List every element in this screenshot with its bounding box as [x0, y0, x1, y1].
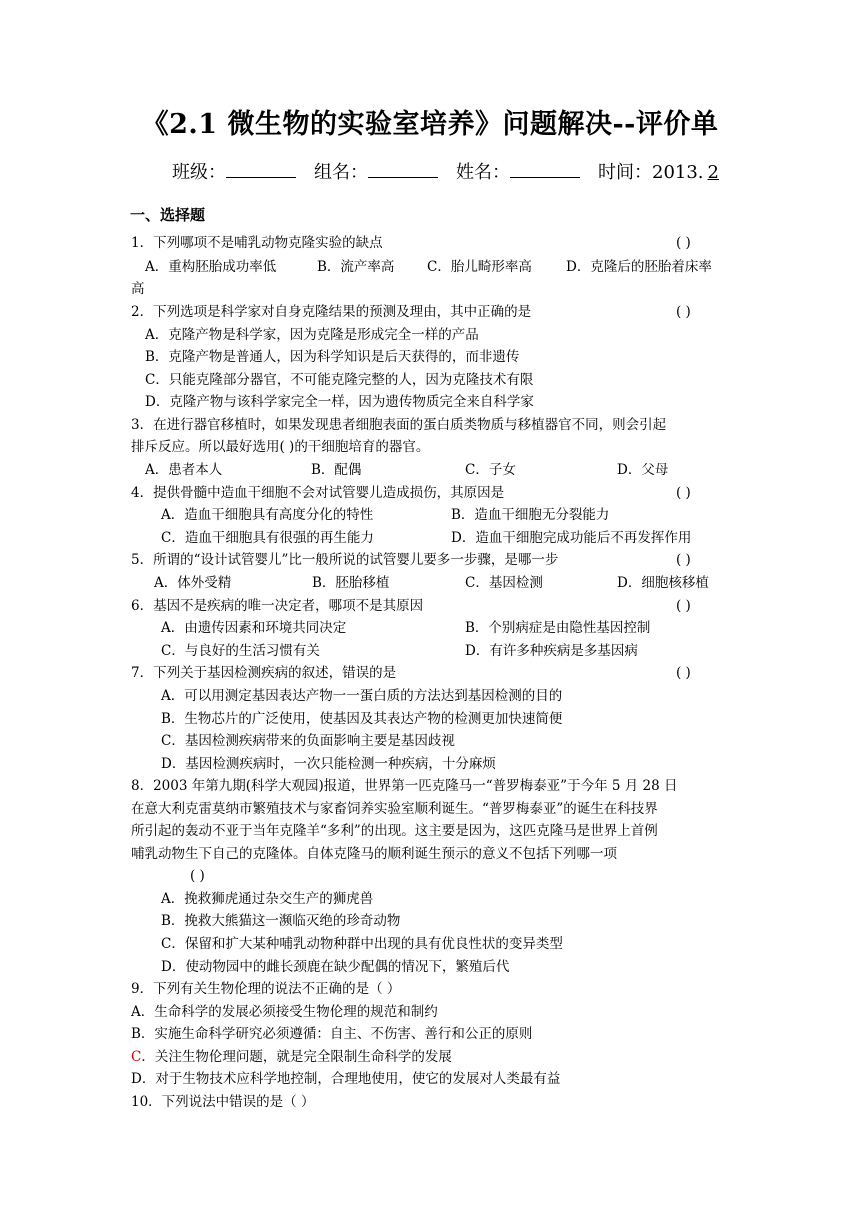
group-blank[interactable] — [368, 159, 438, 178]
q8-answer-paren[interactable]: ( ) — [190, 868, 205, 884]
page-title: 《2.1 微生物的实验室培养》问题解决--评价单 — [141, 109, 719, 140]
q8-option-b: B．挽救大熊猫这一濒临灭绝的珍奇动物 — [161, 913, 401, 929]
q2-option-a: A．克隆产物是科学家，因为克隆是形成完全一样的产品 — [145, 327, 479, 343]
q6-option-d: D．有许多种疾病是多基因病 — [465, 643, 638, 659]
q9-option-c — [131, 1047, 452, 1067]
q4-answer-paren[interactable]: ( ) — [676, 485, 691, 501]
q9-option-b: B．实施生命科学研究必须遵循：自主、不伤害、善行和公正的原则 — [131, 1026, 533, 1042]
q3-option-a: A．患者本人 — [145, 462, 223, 478]
q7-stem: 7．下列关于基因检测疾病的叙述，错误的是 — [131, 665, 397, 681]
q5-option-a: A．体外受精 — [154, 575, 232, 591]
q2-answer-paren[interactable]: ( ) — [676, 304, 691, 320]
q5-option-c: C．基因检测 — [465, 575, 543, 591]
q5-option-b: B．胚胎移植 — [312, 575, 390, 591]
q9-stem: 9．下列有关生物伦理的说法不正确的是（ ） — [131, 981, 401, 997]
q6-option-c: C．与良好的生活习惯有关 — [161, 643, 320, 659]
q7-answer-paren[interactable]: ( ) — [676, 665, 691, 681]
class-blank[interactable] — [226, 159, 296, 178]
q8-stem-line1: 8．2003 年第九期(科学大观园)报道，世界第一匹克隆马一“普罗梅泰亚”于今年 5 月 28 日 — [131, 778, 678, 794]
q8-stem-line3: 所引起的轰动不亚于当年克隆羊“多利”的出现。这主要是因为，这匹克隆马是世界上首例 — [131, 823, 658, 839]
section-title: 一、选择题 — [130, 206, 206, 224]
q6-option-b: B．个别病症是由隐性基因控制 — [465, 620, 651, 636]
q10-stem: 10．下列说法中错误的是（ ） — [131, 1094, 315, 1110]
q3-option-b: B．配偶 — [311, 462, 362, 478]
q4-option-c: C．造血干细胞具有很强的再生能力 — [161, 530, 374, 546]
q4-option-d: D．造血干细胞完成功能后不再发挥作用 — [451, 530, 692, 546]
q9-option-d: D．对于生物技术应科学地控制，合理地使用，使它的发展对人类最有益 — [131, 1071, 561, 1087]
q8-stem-line2: 在意大利克雷莫纳市繁殖技术与家畜饲养实验室顺利诞生。“普罗梅泰亚”的诞生在科技界 — [131, 801, 658, 817]
q9-option-c-text: ．关注生物伦理问题，就是完全限制生命科学的发展 — [141, 1049, 452, 1065]
q8-option-c: C．保留和扩大某种哺乳动物种群中出现的具有优良性状的变异类型 — [161, 936, 563, 952]
name-blank[interactable] — [510, 159, 580, 178]
time-label: 时间：2013. — [598, 162, 704, 183]
student-info-line — [172, 158, 723, 184]
q3-option-c: C．子女 — [465, 462, 516, 478]
q2-stem: 2．下列选项是科学家对自身克隆结果的预测及理由，其中正确的是 — [131, 304, 532, 320]
q4-option-a: A．造血干细胞具有高度分化的特性 — [161, 507, 374, 523]
q8-stem-line4: 哺乳动物生下自己的克隆体。自体克隆马的顺利诞生预示的意义不包括下列哪一项 — [131, 846, 617, 862]
q3-stem-line2: 排斥反应。所以最好选用( )的干细胞培育的器官。 — [131, 439, 430, 455]
q4-option-b: B．造血干细胞无分裂能力 — [451, 507, 610, 523]
q4-stem: 4．提供骨髓中造血干细胞不会对试管婴儿造成损伤，其原因是 — [131, 485, 505, 501]
q2-option-c: C．只能克隆部分器官，不可能克隆完整的人，因为克隆技术有限 — [145, 372, 534, 388]
q2-option-d: D．克隆产物与该科学家完全一样，因为遗传物质完全来自科学家 — [145, 394, 534, 410]
q7-option-a: A．可以用测定基因表达产物一一蛋白质的方法达到基因检测的目的 — [161, 688, 563, 704]
q2-option-b: B．克隆产物是普通人，因为科学知识是后天获得的，而非遗传 — [145, 349, 520, 365]
q8-option-d: D．使动物园中的雌长颈鹿在缺少配偶的情况下，繁殖后代 — [161, 959, 510, 975]
q1-option-d: D．克隆后的胚胎着床率 — [566, 259, 712, 275]
class-label: 班级： — [172, 162, 226, 183]
time-value: 2 — [707, 162, 719, 183]
q5-stem: 5．所谓的“设计试管婴儿”比一般所说的试管婴儿要多一步骤，是哪一步 — [131, 552, 559, 568]
q1-stem: 1．下列哪项不是哺乳动物克隆实验的缺点 — [131, 235, 383, 251]
q1-option-d-cont: 高 — [131, 281, 145, 297]
q5-answer-paren[interactable]: ( ) — [676, 552, 691, 568]
q3-stem-line1: 3．在进行器官移植时，如果发现患者细胞表面的蛋白质类物质与移植器官不同，则会引起 — [131, 417, 667, 433]
q6-answer-paren[interactable]: ( ) — [676, 598, 691, 614]
q1-option-b: B．流产率高 — [317, 259, 395, 275]
q1-answer-paren[interactable]: ( ) — [676, 235, 691, 251]
group-label: 组名： — [314, 162, 368, 183]
q7-option-c: C．基因检测疾病带来的负面影响主要是基因歧视 — [161, 733, 455, 749]
name-label: 姓名： — [456, 162, 510, 183]
q9-option-a: A．生命科学的发展必须接受生物伦理的规范和制约 — [131, 1004, 438, 1020]
q3-option-d: D．父母 — [617, 462, 669, 478]
q9-option-c-letter: C — [131, 1049, 142, 1065]
q6-option-a: A．由遗传因素和环境共同决定 — [161, 620, 347, 636]
q8-option-a: A．挽救狮虎通过杂交生产的狮虎兽 — [161, 891, 374, 907]
q7-option-b: B．生物芯片的广泛使用，使基因及其表达产物的检测更加快速简便 — [161, 711, 563, 727]
q5-option-d: D．细胞核移植 — [617, 575, 709, 591]
q7-option-d: D．基因检测疾病时，一次只能检测一种疾病，十分麻烦 — [161, 756, 496, 772]
q6-stem: 6．基因不是疾病的唯一决定者，哪项不是其原因 — [131, 598, 424, 614]
q1-option-a: A．重构胚胎成功率低 — [145, 259, 277, 275]
q1-option-c: C．胎儿畸形率高 — [427, 259, 532, 275]
